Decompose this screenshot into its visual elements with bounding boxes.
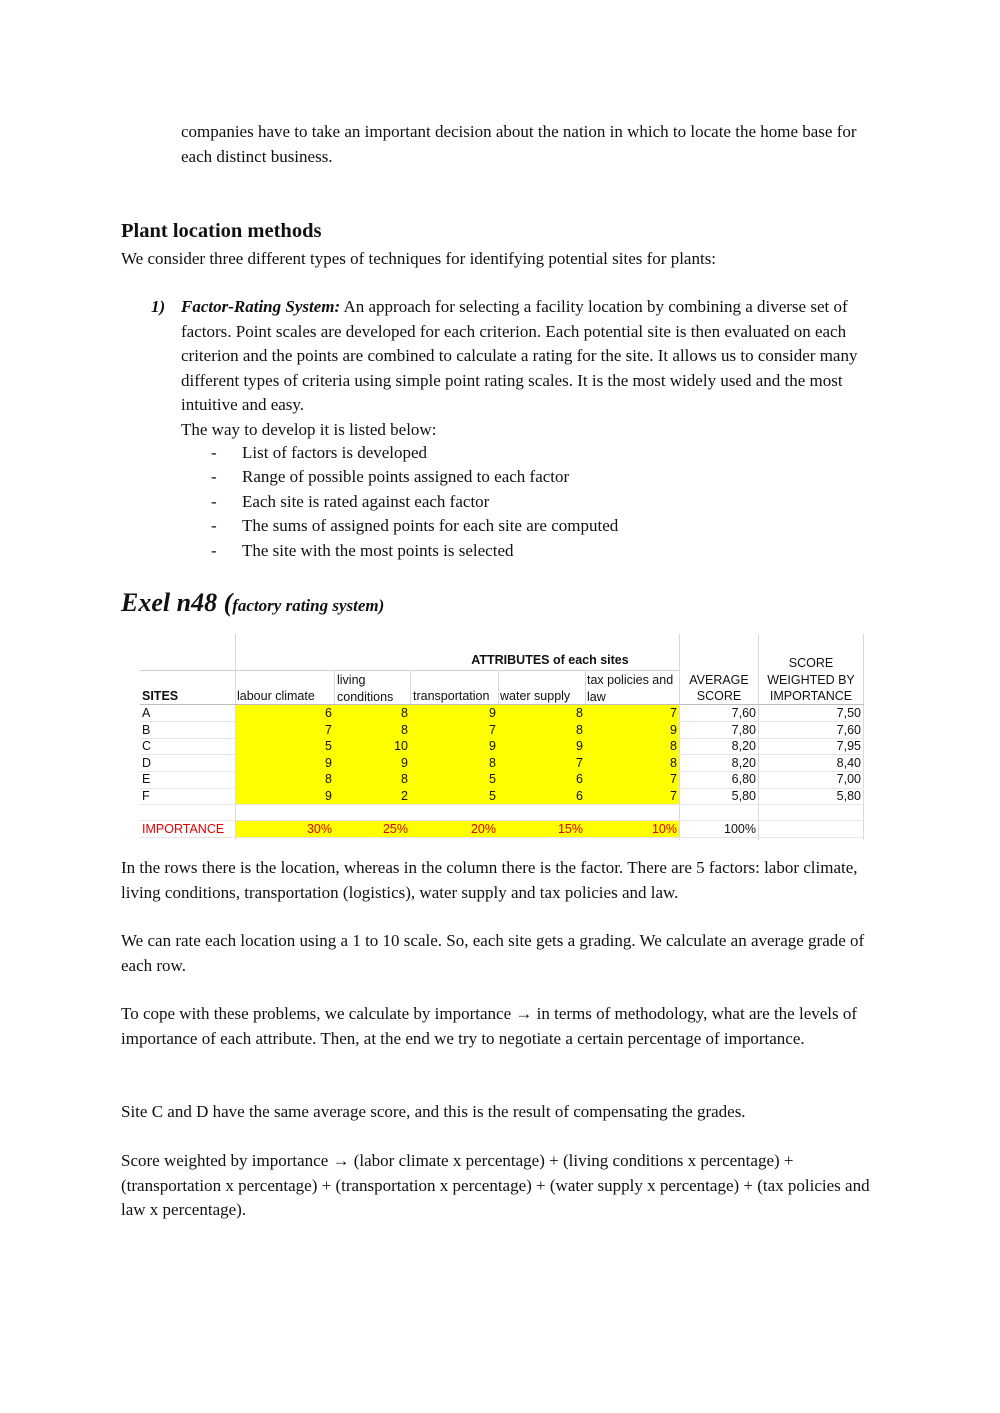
method-number: 1)	[151, 297, 166, 316]
rating-cell: 7	[325, 722, 332, 737]
weighted-score-cell: 5,80	[836, 789, 861, 803]
rating-cell: 7	[576, 755, 583, 770]
rating-cell: 6	[325, 706, 332, 720]
column-header-labour-climate: labour climate	[237, 689, 315, 703]
exel-heading	[121, 586, 384, 623]
factor-rating-table	[140, 634, 864, 840]
rating-cell: 2	[401, 789, 408, 803]
rating-cell: 9	[670, 722, 677, 737]
rating-cell: 9	[401, 755, 408, 770]
weighted-header-line-3: IMPORTANCE	[769, 689, 853, 703]
average-header-line-2: SCORE	[696, 689, 742, 703]
rating-cell: 10	[394, 739, 408, 754]
importance-cell: 20%	[470, 822, 496, 836]
rating-cell: 9	[489, 739, 496, 754]
rating-cell: 8	[670, 755, 677, 770]
importance-cell: 10%	[651, 822, 677, 836]
weighted-score-cell: 7,95	[836, 739, 861, 754]
rating-cell: 8	[325, 772, 332, 787]
list-item-text: The site with the most points is selected	[242, 540, 514, 560]
sites-header: SITES	[142, 689, 179, 703]
importance-cell: 30%	[306, 822, 332, 836]
rating-cell: 9	[325, 755, 332, 770]
average-score-cell: 7,60	[731, 706, 756, 720]
rating-cell: 8	[576, 722, 583, 737]
list-item: - Range of possible points assigned to each factor	[211, 465, 871, 489]
rating-cell: 7	[489, 722, 496, 737]
rating-cell: 7	[670, 789, 677, 803]
rating-cell: 9	[576, 739, 583, 754]
rating-cell: 6	[576, 789, 583, 803]
table-group-header: ATTRIBUTES of each sites	[471, 653, 629, 667]
rating-cell: 5	[489, 789, 496, 803]
paragraph: Site C and D have the same average score, and this is the result of compensating the grades.	[121, 1102, 746, 1121]
rating-cell: 8	[489, 755, 496, 770]
average-score-cell: 6,80	[731, 772, 756, 787]
list-item: - List of factors is developed	[211, 441, 871, 465]
column-header-transportation: transportation	[413, 689, 490, 703]
rating-cell: 5	[489, 772, 496, 787]
importance-total: 100%	[724, 822, 756, 836]
method-item-1	[151, 295, 881, 442]
average-score-cell: 5,80	[731, 789, 756, 803]
rating-cell: 7	[670, 706, 677, 720]
list-item-text: The sums of assigned points for each site are computed	[242, 516, 619, 536]
paragraph: We can rate each location using a 1 to 10 scale. So, each site gets a grading. We calculate an average grade of each row.	[121, 931, 865, 975]
paragraph: In the rows there is the location, whereas in the column there is the factor. There are 5 factors: labor climate, living conditions, transportation (logistics), water supply and tax policies and law.	[121, 858, 858, 902]
list-item: - The site with the most points is selected	[211, 539, 871, 563]
list-item: - The sums of assigned points for each site are computed	[211, 514, 871, 538]
weighted-score-cell: 7,50	[836, 706, 861, 720]
list-item-text: List of factors is developed	[242, 443, 428, 462]
rating-cell: 9	[325, 789, 332, 803]
column-header-tax-policies: tax policies and law	[587, 673, 674, 704]
rating-cell: 6	[576, 772, 583, 787]
exel-heading-main: Exel n48 (	[121, 588, 233, 617]
importance-cell: 25%	[382, 822, 408, 836]
average-score-cell: 8,20	[731, 739, 756, 754]
rating-cell: 9	[489, 706, 496, 720]
site-label: A	[142, 706, 151, 720]
average-header-line-1: AVERAGE	[689, 673, 749, 687]
method-term: Factor-Rating System:	[181, 297, 341, 316]
rating-cell: 8	[576, 706, 583, 720]
rating-cell: 8	[401, 706, 408, 720]
method-steps-intro: The way to develop it is listed below:	[181, 419, 437, 439]
site-label: F	[142, 789, 150, 803]
paragraph: To cope with these problems, we calculate by importance → in terms of methodology, what are the levels of importance of each attribute. Then, at the end we try to negotiate a certain percentage of importance.	[121, 1004, 858, 1048]
site-label: D	[142, 755, 152, 770]
list-item-text: Range of possible points assigned to each factor	[242, 467, 570, 487]
list-item-text: Each site is rated against each factor	[242, 491, 490, 511]
weighted-score-cell: 7,60	[836, 722, 861, 737]
steps-list	[211, 441, 871, 563]
section-lead: We consider three different types of techniques for identifying potential sites for plants:	[121, 249, 717, 268]
rating-cell: 5	[325, 739, 332, 754]
exel-heading-sub: factory rating system)	[232, 596, 385, 615]
rating-cell: 8	[401, 722, 408, 737]
weighted-score-cell: 8,40	[836, 755, 861, 770]
method-body	[181, 295, 881, 442]
rating-cell: 8	[401, 772, 408, 787]
column-header-water-supply: water supply	[500, 689, 571, 703]
weighted-score-cell: 7,00	[836, 772, 861, 787]
column-header-living-conditions: living conditions	[337, 673, 394, 704]
method-description: An approach for selecting a facility location by combining a diverse set of factors. Point scales are developed for each criterion. Each potential site is then evaluated on each criterion and the points are combined to calculate a rating for the site. It allows us to consider many different types of criteria using simple point rating scales. It is the most widely used and the most intuitive and easy.	[181, 297, 858, 414]
paragraph: Score weighted by importance → (labor climate x percentage) + (living conditions x percentage) + (transportation x percentage) + (transportation x percentage) + (water supply x percentage) + (tax policies and law x percentage).	[121, 1151, 870, 1219]
weighted-header-line-2: WEIGHTED BY	[767, 673, 855, 687]
intro-paragraph: companies have to take an important decision about the nation in which to locate the home base for each distinct business.	[181, 122, 857, 166]
average-score-cell: 8,20	[731, 755, 756, 770]
rating-cell: 7	[670, 772, 677, 787]
site-label: B	[142, 722, 151, 737]
section-heading: Plant location methods	[121, 220, 322, 242]
rating-cell: 8	[670, 739, 677, 754]
importance-label: IMPORTANCE	[142, 822, 225, 836]
weighted-header-line-1: SCORE	[788, 656, 834, 670]
site-label: C	[142, 739, 152, 754]
site-label: E	[142, 772, 151, 787]
list-item: - Each site is rated against each factor	[211, 490, 871, 514]
average-score-cell: 7,80	[731, 722, 756, 737]
importance-cell: 15%	[557, 822, 583, 836]
